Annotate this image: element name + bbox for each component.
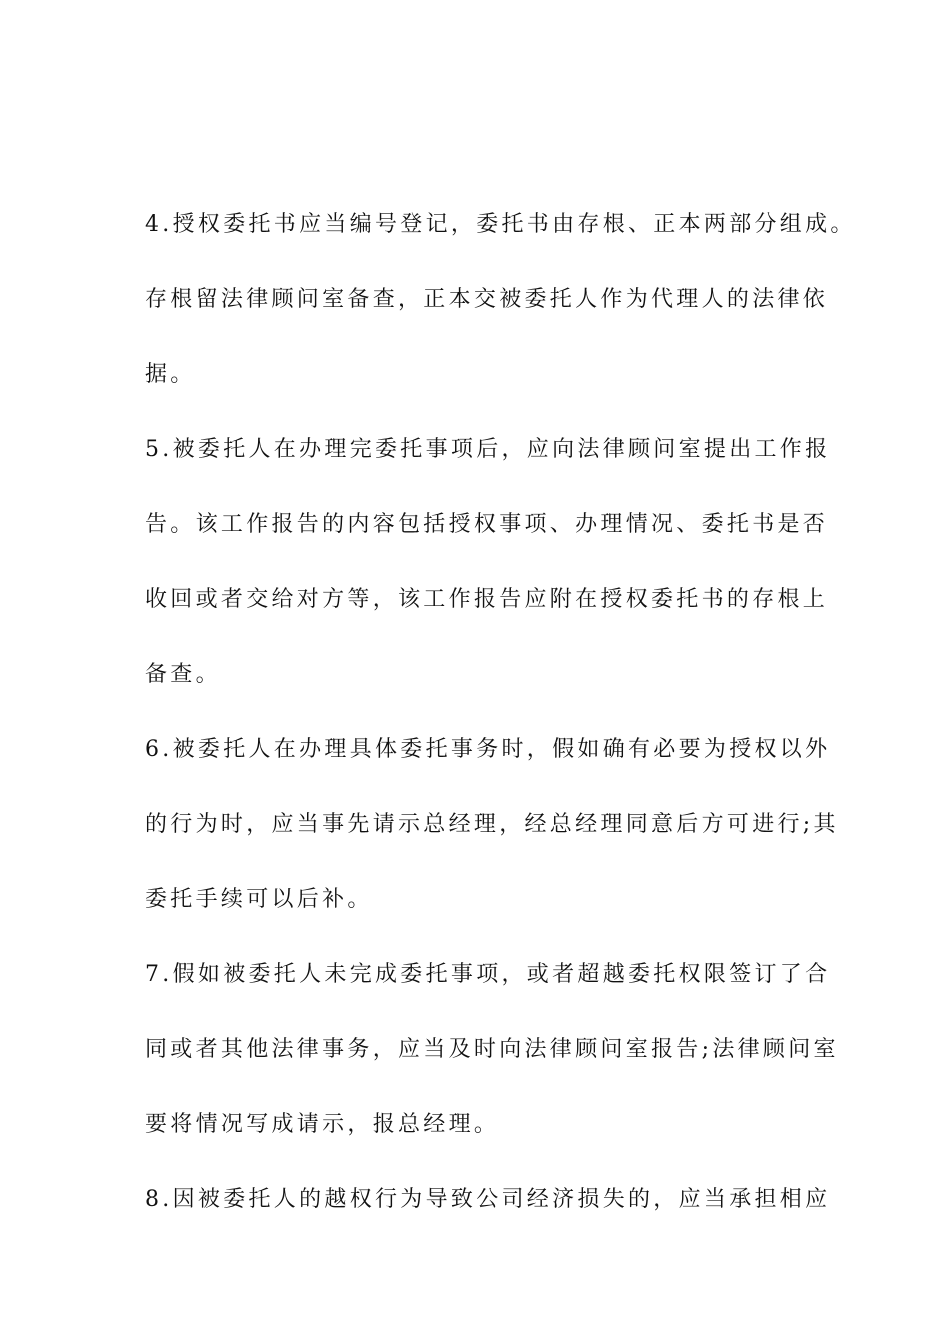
paragraph-5-line-2: 告。该工作报告的内容包括授权事项、办理情况、委托书是否 [145, 512, 829, 537]
paragraph-5-line-1: 5.被委托人在办理完委托事项后，应向法律顾问室提出工作报 [145, 437, 831, 462]
paragraph-6-line-2: 的行为时，应当事先请示总经理，经总经理同意后方可进行;其 [145, 812, 839, 837]
paragraph-8-line-1: 8.因被委托人的越权行为导致公司经济损失的，应当承担相应 [145, 1187, 831, 1212]
paragraph-6-line-1: 6.被委托人在办理具体委托事务时，假如确有必要为授权以外 [145, 737, 831, 762]
paragraph-7-line-3: 要将情况写成请示，报总经理。 [145, 1112, 500, 1137]
paragraph-4-line-3: 据。 [145, 362, 196, 387]
paragraph-7-line-1: 7.假如被委托人未完成委托事项，或者超越委托权限签订了合 [145, 962, 831, 987]
paragraph-4-line-1: 4.授权委托书应当编号登记，委托书由存根、正本两部分组成。 [145, 212, 856, 237]
paragraph-4-line-2: 存根留法律顾问室备查，正本交被委托人作为代理人的法律依 [145, 287, 829, 312]
paragraph-6-line-3: 委托手续可以后补。 [145, 887, 373, 912]
paragraph-5-line-4: 备查。 [145, 662, 221, 687]
paragraph-7-line-2: 同或者其他法律事务，应当及时向法律顾问室报告;法律顾问室 [145, 1037, 839, 1062]
paragraph-5-line-3: 收回或者交给对方等，该工作报告应附在授权委托书的存根上 [145, 587, 829, 612]
